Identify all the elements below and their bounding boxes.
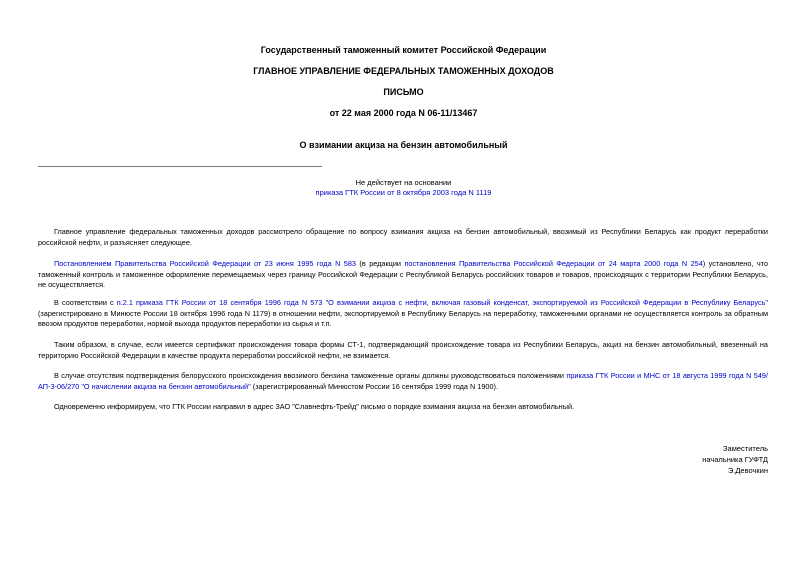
paragraph-text: В соответствии с	[54, 298, 117, 307]
status-link-line	[0, 188, 807, 198]
paragraph-order-573	[38, 298, 768, 330]
order-549-title-link[interactable]: "О начислении акциза на бензин автомобильный"	[81, 381, 251, 391]
status-order-link[interactable]: приказа ГТК России от 8 октября 2003 года N 1119	[315, 188, 492, 197]
paragraph-order-549	[38, 371, 768, 392]
signatory-title: Заместитель	[723, 444, 768, 453]
order-573-clause-link[interactable]: п.2.1 приказа ГТК России от 18 сентября 1996 года N 573	[116, 298, 323, 307]
header-divider	[38, 166, 322, 167]
paragraph-government-decree	[38, 259, 768, 291]
issuing-organization: Государственный таможенный комитет Российской Федерации	[260, 45, 547, 55]
signatory-name: Э.Девочкин	[727, 466, 768, 475]
paragraph-text: В случае отсутствия подтверждения белорусского происхождения ввозимого бензина таможенные органы должны руководствоваться положениями	[54, 371, 567, 380]
paragraph-notification: Одновременно информируем, что ГТК России направил в адрес ЗАО "Славнефть-Трейд" письмо о порядке взимания акциза на бензин автомобильный.	[54, 402, 575, 411]
decree-254-link[interactable]: постановления Правительства Российской Федерации от 24 марта 2000 года N 254	[404, 259, 703, 268]
order-549-link[interactable]: приказа ГТК России и МНС от 18 августа 1999 года N 549/АП-3-06/270	[38, 371, 768, 391]
paragraph-conclusion: Таким образом, в случае, если имеется сертификат происхождения товара формы СТ-1, подтверждающий происхождение товара из Республики Беларусь, акциз на бензин автомобильный, ввезенный на территорию Российской Федерации в качестве продукта переработки российской нефти, не взимается.	[38, 340, 768, 360]
paragraph-text: (зарегистрированный Минюстом России 16 сентября 1999 года N 1900).	[250, 381, 498, 391]
paragraph-intro: Главное управление федеральных таможенных доходов рассмотрело обращение по вопросу взимания акциза на бензин автомобильный, ввозимый из Республики Беларусь как продукт переработки российской нефти, и разъясняет следующее.	[38, 227, 768, 247]
paragraph-text: (зарегистрировано в Минюсте России 18 октября 1996 года N 1179) в отношении нефти, экспортируемой в Республику Беларусь на переработку, таможенными органами не осуществляется контроль за обратным ввозом продуктов переработки, нормой выхода продуктов переработки из сырья и т.п.	[38, 308, 768, 328]
document-type: ПИСЬМО	[383, 87, 424, 97]
signatory-position: начальника ГУФТД	[702, 455, 768, 464]
document-subject: О взимании акциза на бензин автомобильный	[299, 140, 508, 150]
paragraph-text: (в редакции	[355, 259, 405, 268]
order-573-title-link[interactable]: "О взимании акциза с нефти, включая газовый конденсат, экспортируемой из Российской Федерации в Республику Беларусь"	[325, 298, 769, 307]
paragraph-text: ) установлено, что таможенный контроль и таможенное оформление перемещаемых через границу Российской Федерации с Республикой Беларусь российских товаров и товаров, происходящих с территории Республики Беларусь, не осуществляется.	[38, 259, 768, 289]
status-note: Не действует на основании	[355, 178, 452, 187]
issuing-department: ГЛАВНОЕ УПРАВЛЕНИЕ ФЕДЕРАЛЬНЫХ ТАМОЖЕННЫХ ДОХОДОВ	[253, 66, 554, 76]
document-date-number: от 22 мая 2000 года N 06-11/13467	[329, 108, 478, 118]
decree-583-link[interactable]: Постановлением Правительства Российской Федерации от 23 июня 1995 года N 583	[54, 259, 356, 268]
